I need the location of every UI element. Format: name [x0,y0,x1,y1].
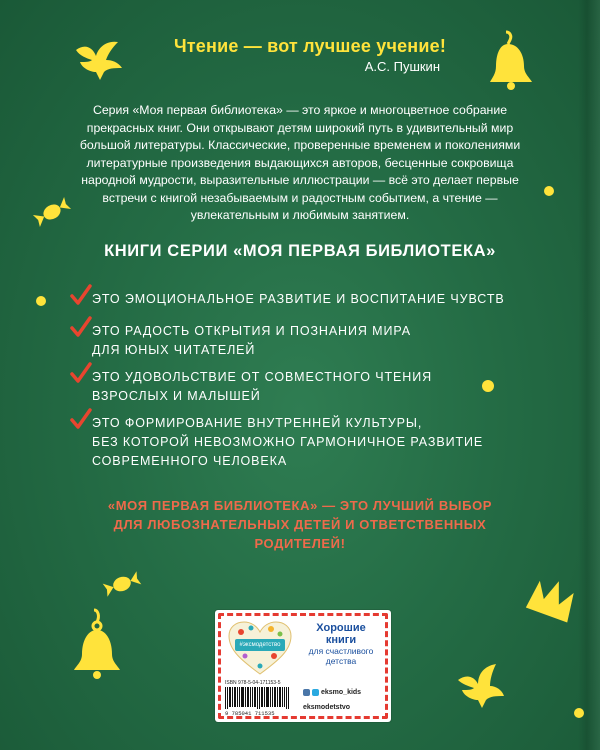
description-line: литературные произведения выдающихся авторов, бесценные сокровища [86,155,514,170]
hashtag-label: #эксмодетство [235,639,285,651]
bell-decoration-icon [72,608,122,682]
slogan-line: детства [325,656,357,666]
description-line: увлекательным и любимым занятием. [190,208,410,222]
vk-icon [303,689,310,696]
checkmark-icon [70,362,92,388]
dot-decoration [574,708,584,718]
social-row [303,686,361,698]
epigraph-quote: Чтение — вот лучшее учение! [173,36,447,56]
conclusion-line: ДЛЯ ЛЮБОЗНАТЕЛЬНЫХ ДЕТЕЙ И ОТВЕТСТВЕННЫХ [113,517,487,532]
description-line: встречи с книгой незабываемым и радостным событием, а чтение — [102,190,498,205]
checkmark-icon [70,408,92,434]
benefit-item [92,290,532,309]
sticker-slogan [299,622,383,666]
social-row [303,701,361,713]
series-heading: КНИГИ СЕРИИ «МОЯ ПЕРВАЯ БИБЛИОТЕКА» [104,242,496,260]
benefit-text: ДЛЯ ЮНЫХ ЧИТАТЕЛЕЙ [92,343,256,357]
description-line: большой литературы. Классические, проверенные временем и поколениями [79,138,521,152]
description-line: народной мудрости, выразительные иллюстрации — всё это делает первые [81,173,519,187]
description-line: Серия «Моя первая библиотека» — это яркое и многоцветное собрание [92,103,508,117]
benefit-text: СОВРЕМЕННОГО ЧЕЛОВЕКА [92,454,288,468]
benefit-text: ЭТО ЭМОЦИОНАЛЬНОЕ РАЗВИТИЕ И ВОСПИТАНИЕ ЧУВСТВ [92,292,505,306]
barcode-icon [225,687,291,709]
benefit-text: ЭТО РАДОСТЬ ОТКРЫТИЯ И ПОЗНАНИЯ МИРА [92,324,412,338]
checkmark-icon [70,316,92,342]
candy-decoration-icon [102,568,142,600]
dot-decoration [36,296,46,306]
benefit-text: ЭТО ФОРМИРОВАНИЕ ВНУТРЕННЕЙ КУЛЬТУРЫ, [92,416,423,430]
bird-decoration-icon [72,38,126,82]
cover-spine-shadow [578,0,600,750]
dot-decoration [544,186,554,196]
benefit-text: БЕЗ КОТОРОЙ НЕВОЗМОЖНО ГАРМОНИЧНОЕ РАЗВИТИЕ [92,435,484,449]
checkmark-icon [70,284,92,310]
slogan-line: Хорошие [316,622,366,634]
social-links [303,686,361,713]
epigraph-author: А.С. Пушкин [364,59,440,74]
epigraph [160,36,460,74]
conclusion-line: «МОЯ ПЕРВАЯ БИБЛИОТЕКА» — ЭТО ЛУЧШИЙ ВЫБОР [107,498,493,513]
social-handle: eksmodetstvo [303,703,351,711]
isbn-text: ISBN 978-5-04-171153-5 [225,680,281,686]
benefit-item [92,368,532,406]
series-description [60,102,540,225]
barcode-number: 9 785041 711535 [225,710,275,717]
benefit-item [92,322,532,360]
slogan-line: для счастливого [308,646,374,656]
benefit-text: ВЗРОСЛЫХ И МАЛЫШЕЙ [92,389,261,403]
social-handle: eksmo_kids [321,688,362,696]
publisher-sticker [215,610,391,722]
conclusion-line: РОДИТЕЛЕЙ! [254,536,346,551]
benefit-text: ЭТО УДОВОЛЬСТВИЕ ОТ СОВМЕСТНОГО ЧТЕНИЯ [92,370,433,384]
bell-decoration-icon [486,30,536,92]
bird-decoration-icon [452,660,508,712]
description-line: прекрасных книг. Они открывают детям широкий путь в удивительный мир [86,120,514,135]
crown-decoration-icon [524,572,580,628]
conclusion-text [60,496,540,553]
slogan-line: книги [325,634,357,646]
telegram-icon [312,689,319,696]
benefit-item [92,414,532,471]
